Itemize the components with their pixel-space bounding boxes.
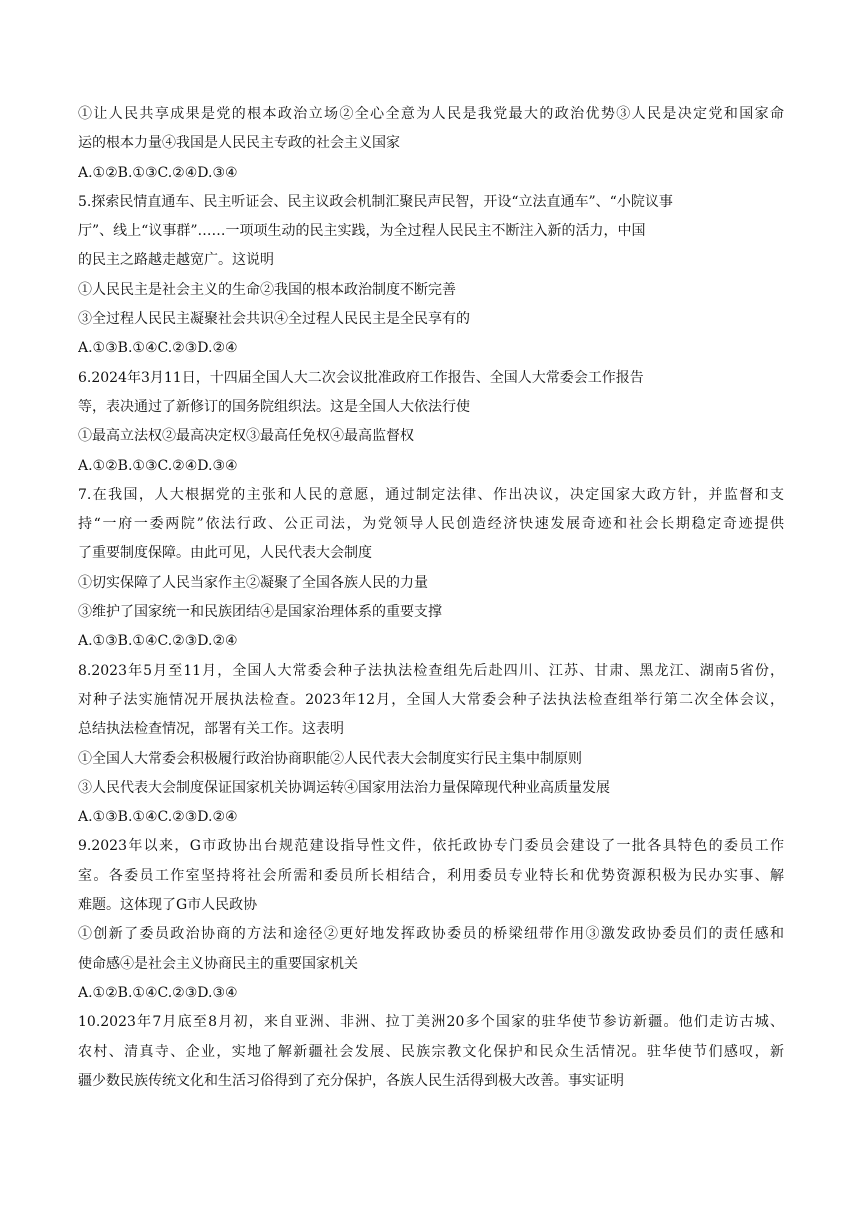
text-line: 了重要制度保障。由此可见，人民代表大会制度	[78, 545, 372, 562]
text-line: 等，表决通过了新修订的国务院组织法。这是全国人大依法行使	[78, 398, 470, 415]
text-line: 室。各委员工作室坚持将社会所需和委员所长相结合，利用委员专业特长和优势资源积极为民办实事、解	[78, 867, 784, 884]
text-line: 农村、清真寺、企业，实地了解新疆社会发展、民族宗教文化保护和民众生活情况。驻华使节们感叹，新	[78, 1043, 784, 1060]
question-9-stem: 9.2023年以来，G市政协出台规范建设指导性文件，依托政协专门委员会建设了一批各具特色的委员工作	[78, 838, 784, 855]
text-line: ①人民民主是社会主义的生命②我国的根本政治制度不断完善	[78, 281, 456, 298]
answer-options: A.①③B.①④C.②③D.②④	[78, 340, 238, 357]
text-line: ③全过程人民民主凝聚社会共识④全过程人民民主是全民享有的	[78, 311, 470, 328]
question-5-stem: 5.探索民情直通车、民主听证会、民主议政会机制汇聚民声民智，开设“立法直通车”、“小院议事	[78, 193, 673, 210]
text-line: 使命感④是社会主义协商民主的重要国家机关	[78, 955, 358, 972]
text-line: 持“一府一委两院”依法行政、公正司法，为党领导人民创造经济快速发展奇迹和社会长期稳定奇迹提供	[78, 516, 784, 533]
answer-options: A.①③B.①④C.②③D.②④	[78, 633, 238, 650]
text-line: ①切实保障了人民当家作主②凝聚了全国各族人民的力量	[78, 574, 428, 591]
text-line: 总结执法检查情况，部署有关工作。这表明	[78, 721, 344, 738]
text-line: ①最高立法权②最高决定权③最高任免权④最高监督权	[78, 428, 414, 445]
text-line: 难题。这体现了G市人民政协	[78, 897, 258, 914]
answer-options: A.①②B.①③C.②④D.③④	[78, 164, 238, 181]
text-line: 对种子法实施情况开展执法检查。2023年12月，全国人大常委会种子法执法检查组举行第二次全体会议，	[78, 691, 784, 708]
answer-options: A.①③B.①④C.②③D.②④	[78, 809, 238, 826]
question-8-stem: 8.2023年5月至11月，全国人大常委会种子法执法检查组先后赴四川、江苏、甘肃、黑龙江、湖南5省份，	[78, 662, 784, 679]
text-line: ①全国人大常委会积极履行政治协商职能②人民代表大会制度实行民主集中制原则	[78, 750, 582, 767]
question-6-stem: 6.2024年3月11日，十四届全国人大二次会议批准政府工作报告、全国人大常委会工作报告	[78, 369, 644, 386]
answer-options: A.①②B.①③C.②④D.③④	[78, 457, 238, 474]
text-line: ①让人民共享成果是党的根本政治立场②全心全意为人民是我党最大的政治优势③人民是决定党和国家命	[78, 106, 784, 122]
answer-options: A.①②B.①④C.②③D.③④	[78, 984, 238, 1001]
question-10-stem: 10.2023年7月底至8月初，来自亚洲、非洲、拉丁美洲20多个国家的驻华使节参访新疆。他们走访古城、	[78, 1014, 784, 1031]
document-body	[78, 100, 784, 1096]
text-line: 厅”、线上“议事群”……一项项生动的民主实践，为全过程人民民主不断注入新的活力，中国	[78, 223, 646, 240]
text-line: ③人民代表大会制度保证国家机关协调运转④国家用法治力量保障现代种业高质量发展	[78, 779, 610, 796]
text-line: ③维护了国家统一和民族团结④是国家治理体系的重要支撑	[78, 604, 442, 621]
question-7-stem: 7.在我国，人大根据党的主张和人民的意愿，通过制定法律、作出决议，决定国家大政方针，并监督和支	[78, 486, 784, 503]
text-line: 的民主之路越走越宽广。这说明	[78, 252, 274, 269]
text-line: 疆少数民族传统文化和生活习俗得到了充分保护，各族人民生活得到极大改善。事实证明	[78, 1072, 624, 1089]
text-line: ①创新了委员政治协商的方法和途径②更好地发挥政协委员的桥梁纽带作用③激发政协委员们的责任感和	[78, 926, 784, 943]
text-line: 运的根本力量④我国是人民民主专政的社会主义国家	[78, 135, 400, 152]
